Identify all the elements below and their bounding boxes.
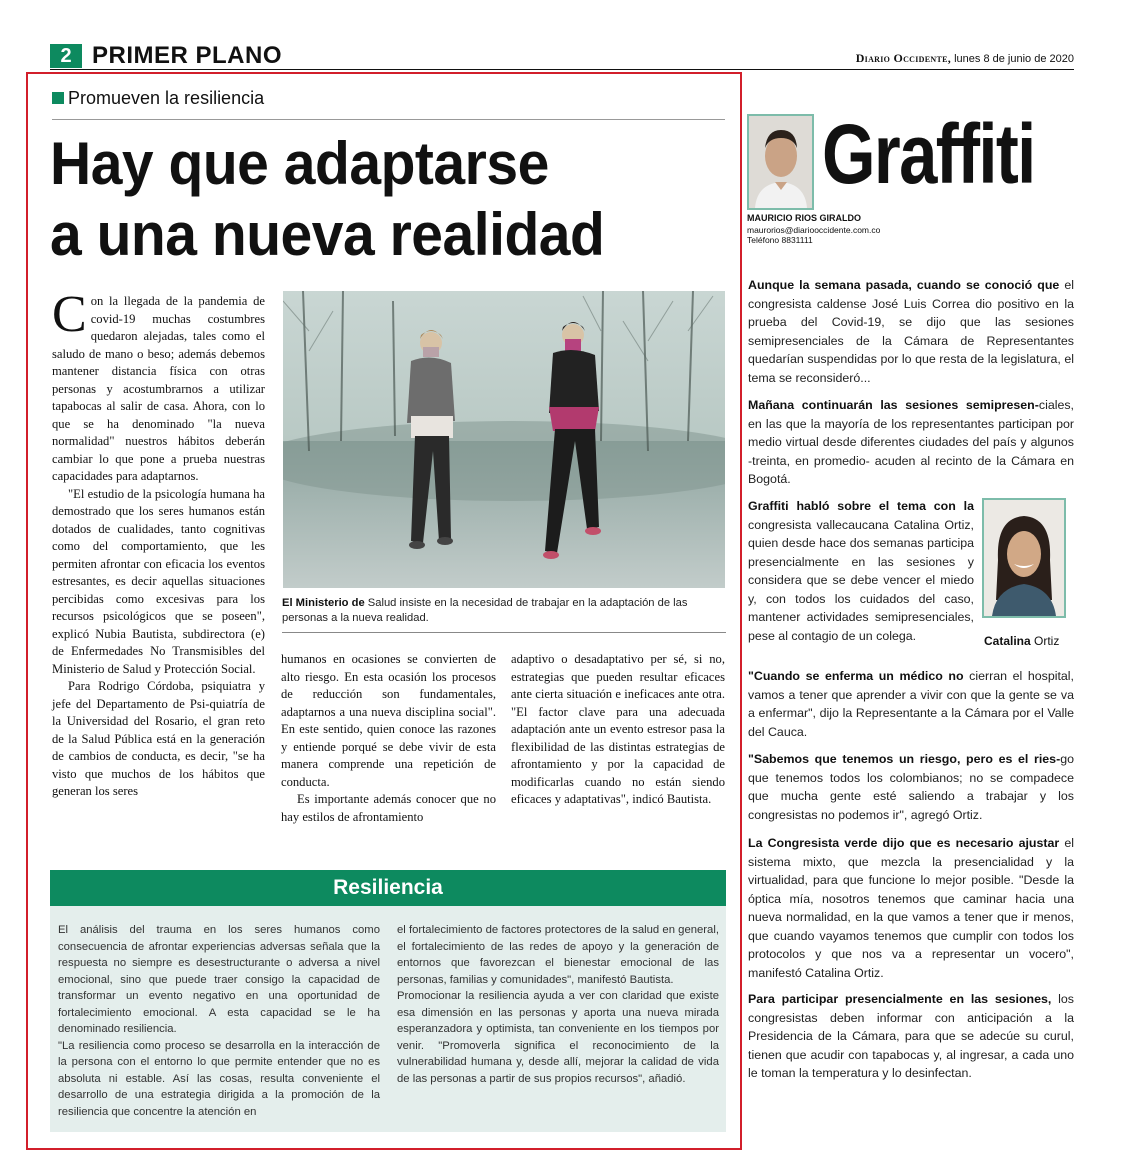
box-paragraph: Promocionar la resiliencia ayuda a ver con claridad que existe esa dimensión en las personas y aporta una nueva mirada esperanzadora y optimista, tan conveniente en los tiempos por venir. "Promoverla significa el reconocimiento de la vulnerabilidad humana y, desde allí, mejorar la calidad de vida de las personas a partir de sus propios recursos", añadió. bbox=[397, 990, 719, 1085]
paragraph-lead: Graffiti habló sobre el tema con la bbox=[748, 499, 974, 513]
headline-line-1: Hay que adaptarse bbox=[50, 130, 549, 197]
portrait-woman bbox=[984, 500, 1064, 616]
graffiti-paragraph bbox=[748, 276, 1074, 387]
graffiti-paragraph bbox=[748, 750, 1074, 824]
article-paragraph: adaptivo o desadaptativo per sé, si no, estrategias que pueden resultar eficaces ante cierta situación e ineficaces ante otra. "El factor clave para una adecuada adaptación ante un evento estresor pasa la flexibilidad de las distintas estrategias de afrontamiento y por la capacidad de modificarlas cuando no están siendo eficaces y adaptativas", indicó Bautista. bbox=[511, 652, 725, 806]
paragraph-lead: La Congresista verde dijo que es necesario ajustar bbox=[748, 836, 1060, 850]
paragraph-lead: "Sabemos que tenemos un riesgo, pero es el ries- bbox=[748, 752, 1061, 766]
article-paragraph: Para Rodrigo Córdoba, psiquiatra y jefe del Departamento de Psi-quiatría de la Universidad del Rosario, el gran reto de la Salud Pública está en la generación de cambios de conducta, es decir, "se ha visto que muchos de los hábitos que generan los seres bbox=[52, 679, 265, 798]
caption-lead: El Ministerio de bbox=[282, 597, 365, 609]
kicker-text: Promueven la resiliencia bbox=[68, 88, 265, 108]
drop-cap: C bbox=[52, 286, 87, 343]
paragraph-lead: "Cuando se enferma un médico no bbox=[748, 669, 964, 683]
article-paragraph: humanos en ocasiones se convierten de alto riesgo. En esta ocasión los procesos de reducción son fundamentales, adaptarnos a una nueva disciplina social". En este sentido, quien conoce las razones y entiende porqué se debe vivir de esta manera comprende una repetición de conducta. bbox=[281, 652, 496, 789]
paragraph-text: los congresistas deben informar con anticipación a la Presidencia de la Cámara, para que se adecúe su curul, tienen que acudir con tapabocas y, al ingresar, a cada uno le toman la temperatura y lo desinfectan. bbox=[748, 992, 1074, 1080]
box-column-2 bbox=[397, 922, 719, 1087]
column-title: Graffiti bbox=[822, 107, 1035, 201]
columnist-photo bbox=[747, 114, 814, 210]
article-column-3 bbox=[511, 651, 725, 809]
masthead-info bbox=[856, 51, 1074, 66]
paragraph-lead: Mañana continuarán las sesiones semipresen- bbox=[748, 398, 1039, 412]
box-paragraph: el fortalecimiento de factores protectores de la salud en general, el fortalecimiento de las redes de apoyo y la generación de entornos que favorezcan el bienestar emocional de las personas, familias y comunidades", manifestó Bautista. bbox=[397, 924, 719, 986]
resiliencia-sidebar-box bbox=[50, 870, 726, 1132]
paragraph-text: go que tenemos todos los colombianos; no se compadece que mucha gente esté saliendo a trabajar y los congresistas no podemos ir", agregó Ortiz. bbox=[748, 752, 1074, 822]
box-column-1 bbox=[58, 922, 380, 1120]
graffiti-paragraph bbox=[748, 834, 1074, 982]
headline-line-2: a una nueva realidad bbox=[50, 201, 605, 268]
columnist-phone: Teléfono 8831111 bbox=[747, 235, 813, 245]
caption-text: Salud insiste en la necesidad de trabajar en la adaptación de las personas a la nueva realidad. bbox=[282, 597, 688, 624]
columnist-email: maurorios@diariooccidente.com.co bbox=[747, 225, 881, 235]
paragraph-text: on la llegada de la pandemia de covid-19 muchas costumbres quedaron alejadas, tales como el saludo de mano o beso; además debemos mantener distancia física con otras personas y acostumbrarnos a utilizar tapabocas al salir de casa. Ahora, con lo que se ha denominado "la nueva normalidad" nuestros hábitos deberán cambiar lo que pone a prueba nuestras capacidades para adaptarnos. bbox=[52, 294, 265, 483]
columnist-portrait bbox=[749, 116, 812, 208]
paragraph-text: ciales, en las que la mayoría de los representantes participan por medio virtual desde diferentes ciudades del país y algunos -treinta, en promedio- acuden al recinto de la Cámara en Bogotá. bbox=[748, 398, 1074, 486]
photo-caption bbox=[282, 596, 726, 626]
article-kicker bbox=[52, 88, 264, 109]
section-title: PRIMER PLANO bbox=[92, 42, 283, 69]
graffiti-paragraph bbox=[748, 396, 1074, 489]
divider bbox=[52, 119, 725, 120]
paragraph-lead: Para participar presencialmente en las sesiones, bbox=[748, 992, 1052, 1006]
box-paragraph: El análisis del trauma en los seres humanos como consecuencia de afrontar experiencias adversas señala que la respuesta no siempre es desestructurante o adversa a nivel emocional, sino que puede traer consigo la capacidad de transformar un evento negativo en una oportunidad de fortalecimiento emocional. A esta capacidad se le ha denominado resiliencia. bbox=[58, 924, 380, 1035]
article-column-2 bbox=[281, 651, 496, 826]
paragraph-text: congresista vallecaucana Catalina Ortiz, quien desde hace dos semanas participa presencialmente en las sesiones y considera que se debe vencer el miedo y, con todos los cuidados del caso, mantener actividades semipresenciales, pese al contagio de un colega. bbox=[748, 517, 974, 643]
graffiti-paragraph bbox=[748, 497, 974, 645]
newspaper-name: Diario Occidente, bbox=[855, 51, 952, 65]
page-header bbox=[50, 44, 1074, 70]
article-paragraph: Es importante además conocer que no hay estilos de afrontamiento bbox=[281, 792, 496, 824]
issue-date: lunes 8 de junio de 2020 bbox=[954, 53, 1074, 65]
article-photo bbox=[283, 291, 725, 588]
caption-lead: Catalina bbox=[984, 634, 1031, 648]
paragraph-text: el congresista caldense José Luis Correa dio positivo en la prueba del Covid-19, se dijo que las sesiones semipresenciales de la Cámara de Representantes quedarían suspendidas por lo que resta de la legislatura, el tema se reconsideró... bbox=[748, 278, 1074, 385]
graffiti-paragraph bbox=[748, 990, 1074, 1083]
article-paragraph bbox=[52, 286, 265, 486]
article-paragraph: "El estudio de la psicología humana ha demostrado que los seres humanos están dotados de cualidades, tanto cognitivas como del comportamiento, que les permiten afrontar con eficacia los eventos estresantes, es decir aquellas situaciones percibidas como excesivas para los recursos psicológicos que se poseen", explicó Nubia Bautista, subdirectora (e) de Enfermedades No Transmisibles del Ministerio de Salud y Protección Social. bbox=[52, 486, 265, 676]
article-column-1 bbox=[52, 286, 265, 801]
joggers-photo-illustration bbox=[283, 291, 725, 588]
box-paragraph: "La resiliencia como proceso se desarrolla en la interacción de la persona con el entorno lo que permite entender que no es absoluta ni estable. Así las cosas, resulta conveniente el desarrollo de una estrategia dirigida a la promoción de la resiliencia que concentre la atención en bbox=[58, 1039, 380, 1118]
box-title: Resiliencia bbox=[50, 870, 726, 906]
divider bbox=[282, 632, 726, 633]
catalina-ortiz-photo bbox=[982, 498, 1066, 618]
article-headline bbox=[50, 128, 706, 270]
photo-caption bbox=[984, 634, 1059, 648]
paragraph-text: cierran el hospital, vamos a tener que aprender a vivir con que la gente se va a enfermar", dijo la Representante a la Cámara por el Valle del Cauca. bbox=[748, 669, 1074, 739]
columnist-name: MAURICIO RIOS GIRALDO bbox=[747, 213, 861, 223]
paragraph-lead: Aunque la semana pasada, cuando se conoció que bbox=[748, 278, 1060, 292]
paragraph-text: el sistema mixto, que mezcla la presencialidad y la virtualidad, para que funcione lo mejor posible. "Desde la óptica mía, nosotros tenemos que caminar hacia una nueva normalidad, en la que vamos a tener que ir menos, que cuando vayamos tenemos que cumplir con todos los protocolos y que nos va a representar un vocero", manifestó Catalina Ortiz. bbox=[748, 836, 1074, 980]
caption-text: Ortiz bbox=[1030, 634, 1060, 648]
page-number: 2 bbox=[50, 44, 82, 68]
graffiti-paragraph bbox=[748, 667, 1074, 741]
kicker-square-icon bbox=[52, 92, 64, 104]
